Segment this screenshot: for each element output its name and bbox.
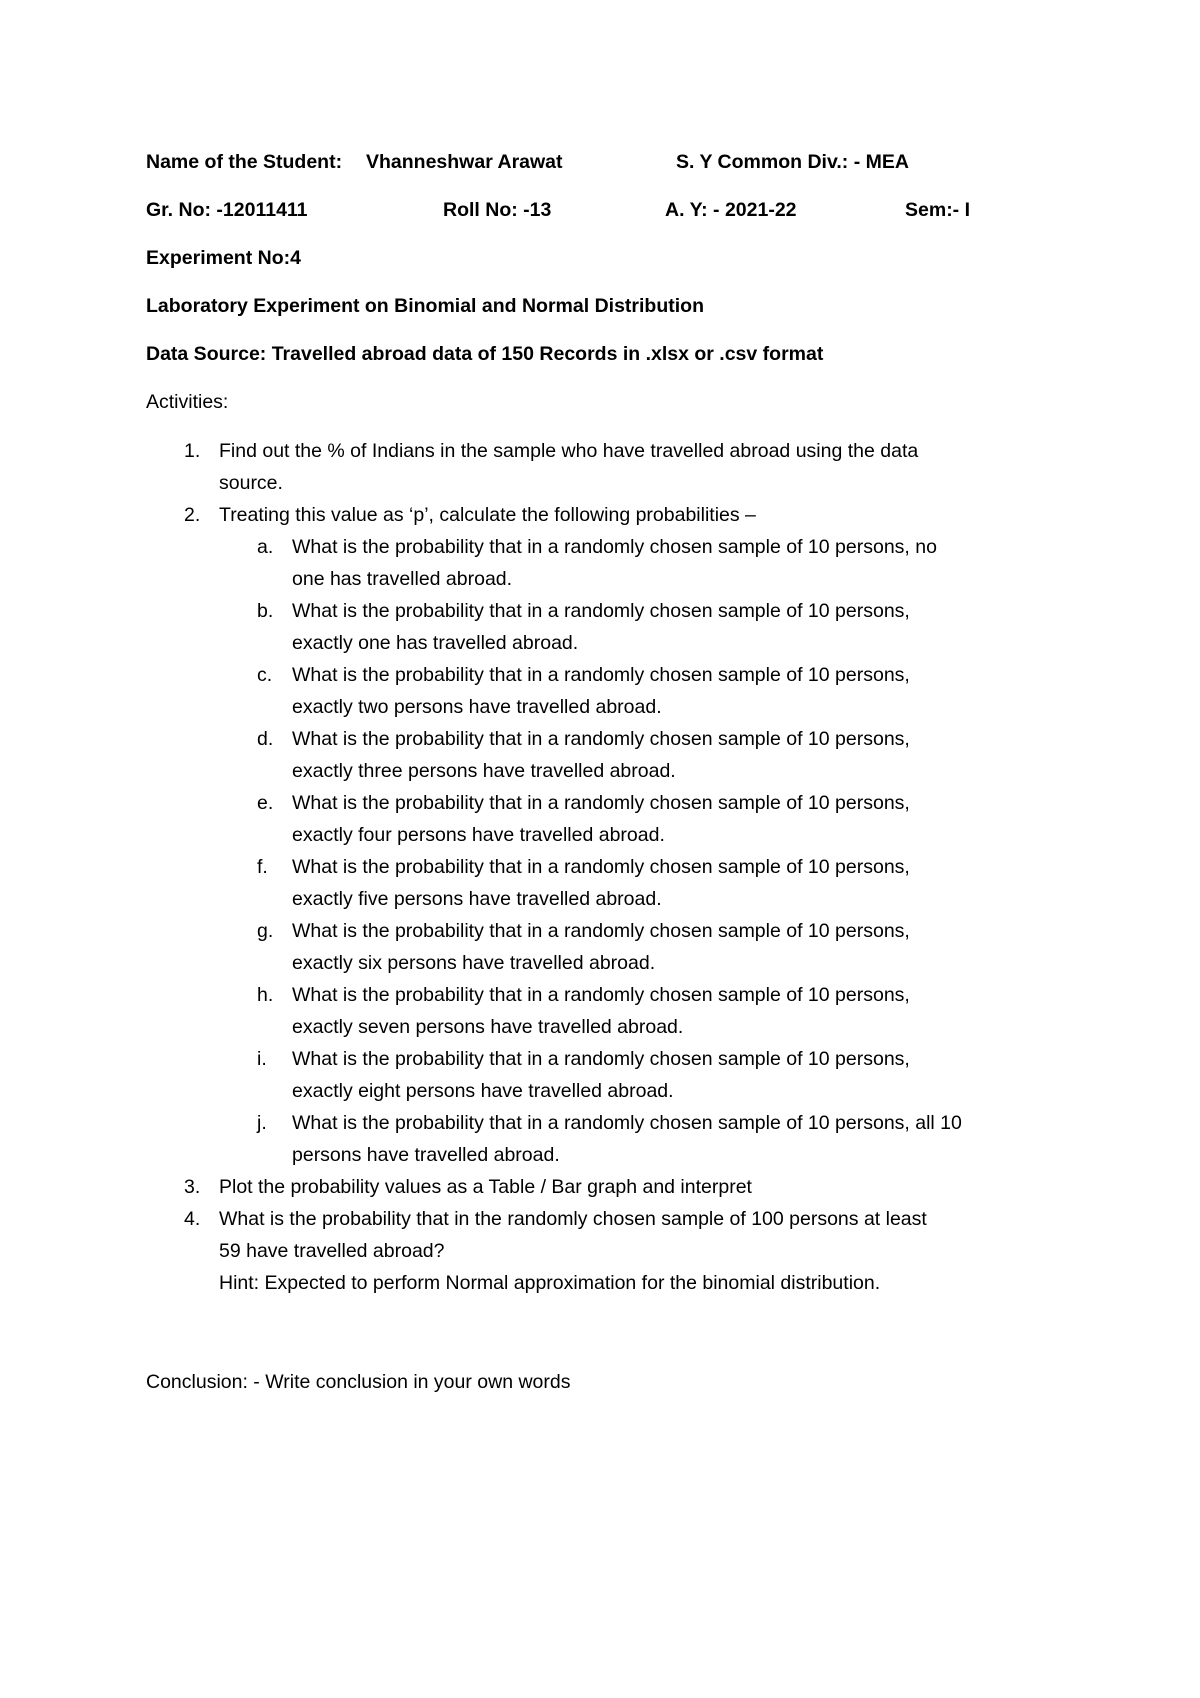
sub-list-item [219,659,1076,723]
activities-list [146,435,1076,1299]
sub-item-line: What is the probability that in a randomly chosen sample of 10 persons, [292,856,910,878]
sub-item-line: exactly six persons have travelled abroad. [292,952,656,974]
list-item [146,435,1076,499]
sub-item-line: exactly eight persons have travelled abroad. [292,1080,674,1102]
sub-list [219,531,1076,1171]
sub-list-item [219,595,1076,659]
list-item [146,1171,1076,1203]
sub-list-item [219,1043,1076,1107]
list-item-line: Plot the probability values as a Table / Bar graph and interpret [219,1176,752,1198]
sub-item-line: exactly one has travelled abroad. [292,632,579,654]
sub-item-line: What is the probability that in a randomly chosen sample of 10 persons, [292,600,910,622]
list-item-line: 59 have travelled abroad? [219,1240,445,1262]
list-item-line: What is the probability that in the randomly chosen sample of 100 persons at least [219,1208,927,1230]
sub-list-item [219,851,1076,915]
sub-item-line: What is the probability that in a randomly chosen sample of 10 persons, all 10 [292,1112,962,1134]
sub-list-item [219,531,1076,595]
list-item [146,1203,1076,1299]
student-name: Vhanneshwar Arawat [366,151,563,173]
sub-list-letter: g. [257,920,274,942]
sub-item-line: What is the probability that in a randomly chosen sample of 10 persons, [292,728,910,750]
sub-item-line: What is the probability that in a randomly chosen sample of 10 persons, no [292,536,937,558]
sub-item-line: What is the probability that in a randomly chosen sample of 10 persons, [292,920,910,942]
sub-item-line: What is the probability that in a randomly chosen sample of 10 persons, [292,984,910,1006]
sub-list-letter: a. [257,536,274,558]
sub-list-item [219,787,1076,851]
sub-item-line: exactly five persons have travelled abroad. [292,888,662,910]
sub-list-item [219,1107,1076,1171]
sub-list-letter: i. [257,1048,267,1070]
sub-list-letter: f. [257,856,268,878]
sub-item-line: What is the probability that in a randomly chosen sample of 10 persons, [292,664,910,686]
experiment-number: Experiment No:4 [146,247,301,269]
roll-number: Roll No: -13 [443,199,552,221]
list-item-line: source. [219,472,283,494]
gr-number: Gr. No: -12011411 [146,199,308,221]
semester: Sem:- I [905,199,971,221]
sub-list-letter: j. [257,1112,267,1134]
list-item [146,499,1076,1171]
sub-item-line: exactly four persons have travelled abroad. [292,824,665,846]
sub-item-line: exactly three persons have travelled abroad. [292,760,676,782]
sub-item-line: persons have travelled abroad. [292,1144,560,1166]
data-source: Data Source: Travelled abroad data of 150 Records in .xlsx or .csv format [146,343,824,365]
list-number: 4. [184,1208,201,1230]
sub-list-letter: e. [257,792,274,814]
list-number: 3. [184,1176,201,1198]
sub-list-letter: b. [257,600,274,622]
sub-list-item [219,979,1076,1043]
list-number: 2. [184,504,201,526]
sub-item-line: What is the probability that in a randomly chosen sample of 10 persons, [292,792,910,814]
list-item-line: Hint: Expected to perform Normal approximation for the binomial distribution. [219,1272,881,1294]
conclusion: Conclusion: - Write conclusion in your own words [146,1371,571,1393]
academic-year: A. Y: - 2021-22 [665,199,797,221]
sub-list-letter: h. [257,984,274,1006]
sub-list-letter: d. [257,728,274,750]
list-item-line: Find out the % of Indians in the sample who have travelled abroad using the data [219,440,919,462]
list-number: 1. [184,440,201,462]
sub-list-letter: c. [257,664,273,686]
experiment-title: Laboratory Experiment on Binomial and Normal Distribution [146,295,704,317]
sub-list-item [219,723,1076,787]
sub-item-line: What is the probability that in a randomly chosen sample of 10 persons, [292,1048,910,1070]
student-label: Name of the Student: [146,151,343,173]
activities-label: Activities: [146,391,229,413]
sub-item-line: exactly seven persons have travelled abroad. [292,1016,684,1038]
sub-item-line: exactly two persons have travelled abroad. [292,696,662,718]
division: S. Y Common Div.: - MEA [676,151,909,173]
list-item-line: Treating this value as ‘p’, calculate the following probabilities – [219,504,756,526]
sub-item-line: one has travelled abroad. [292,568,513,590]
sub-list-item [219,915,1076,979]
